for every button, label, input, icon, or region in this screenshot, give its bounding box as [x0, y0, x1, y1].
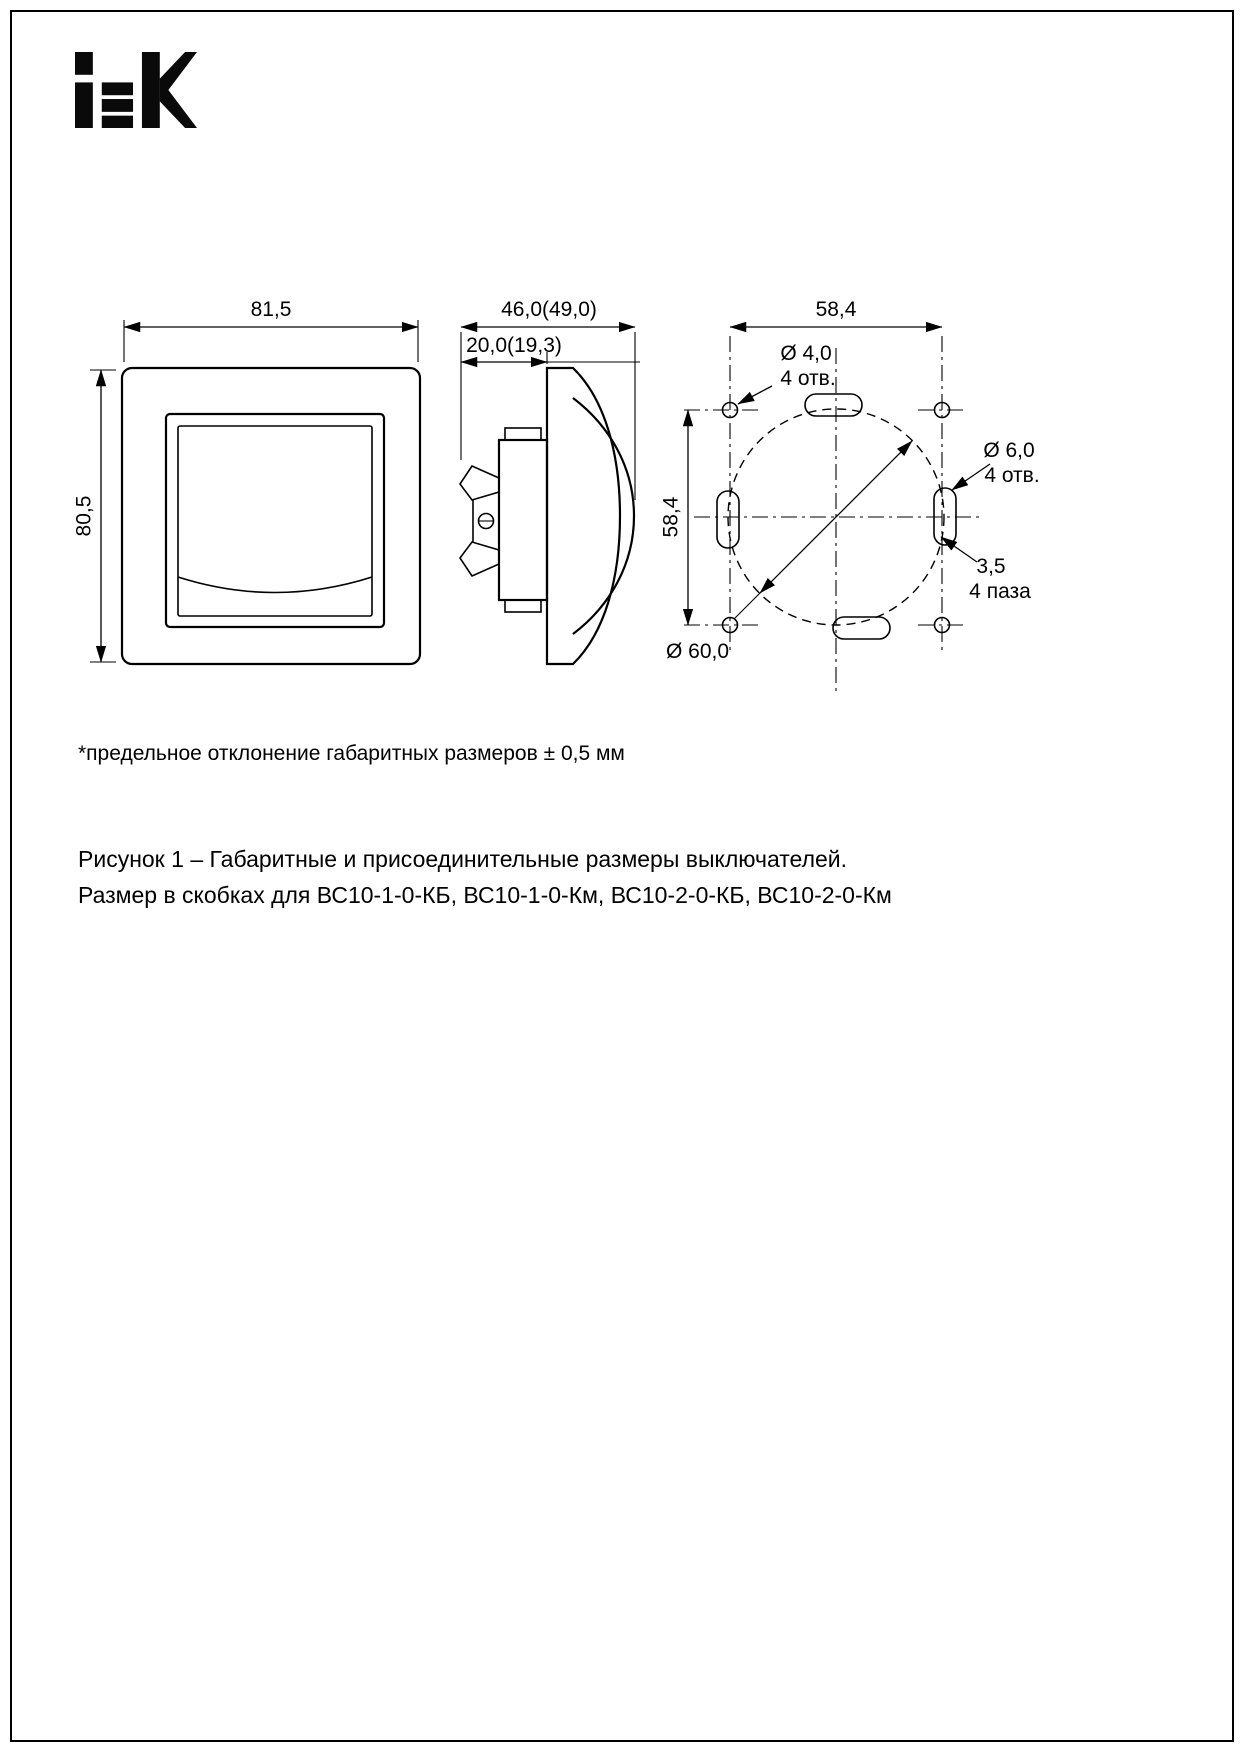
leader-small-hole [738, 386, 772, 404]
dim-label-h-spacing: 58,4 [815, 298, 857, 321]
label-small-hole-qty: 4 отв. [780, 367, 836, 390]
side-bottom-lug [505, 600, 541, 612]
leader-slot-width [941, 537, 977, 562]
dim-label-v-spacing: 58,4 [659, 496, 683, 538]
front-view [90, 320, 420, 664]
leader-circle-dia [734, 593, 760, 619]
mounting-view [684, 327, 990, 692]
label-small-hole-dia: Ø 4,0 [780, 342, 832, 365]
dim-label-total-depth: 46,0(49,0) [501, 298, 597, 321]
dim-label-recessed-depth: 20,0(19,3) [466, 334, 562, 357]
side-mechanism-body [499, 440, 547, 600]
label-large-hole-qty: 4 отв. [984, 464, 1040, 487]
dim-label-front-height: 80,5 [72, 495, 96, 537]
label-slot-qty: 4 паза [969, 580, 1031, 603]
tolerance-note: *предельное отклонение габаритных размеров ± 0,5 мм [78, 742, 625, 765]
side-top-lug [505, 428, 541, 440]
side-cover-plate [547, 368, 620, 664]
label-slot-width: 3,5 [976, 555, 1006, 578]
slot-bottom [833, 617, 890, 639]
label-large-hole-dia: Ø 6,0 [983, 439, 1035, 462]
side-rocker-profile [573, 398, 634, 634]
side-lower-claw [460, 542, 499, 576]
front-rocker-key [178, 426, 372, 616]
dim-label-front-width: 81,5 [250, 298, 292, 321]
front-rocker-curve [178, 577, 372, 593]
figure-caption-line1: Рисунок 1 – Габаритные и присоединительные размеры выключателей. [78, 846, 848, 872]
label-circle-dia: Ø 60,0 [666, 640, 730, 663]
figure-caption-line2: Размер в скобках для ВС10-1-0-КБ, ВС10-1-0-Км, ВС10-2-0-КБ, ВС10-2-0-Км [78, 882, 892, 908]
side-upper-claw [460, 466, 499, 500]
side-view [460, 327, 640, 664]
front-key-frame [166, 414, 384, 627]
slot-top [805, 394, 862, 416]
